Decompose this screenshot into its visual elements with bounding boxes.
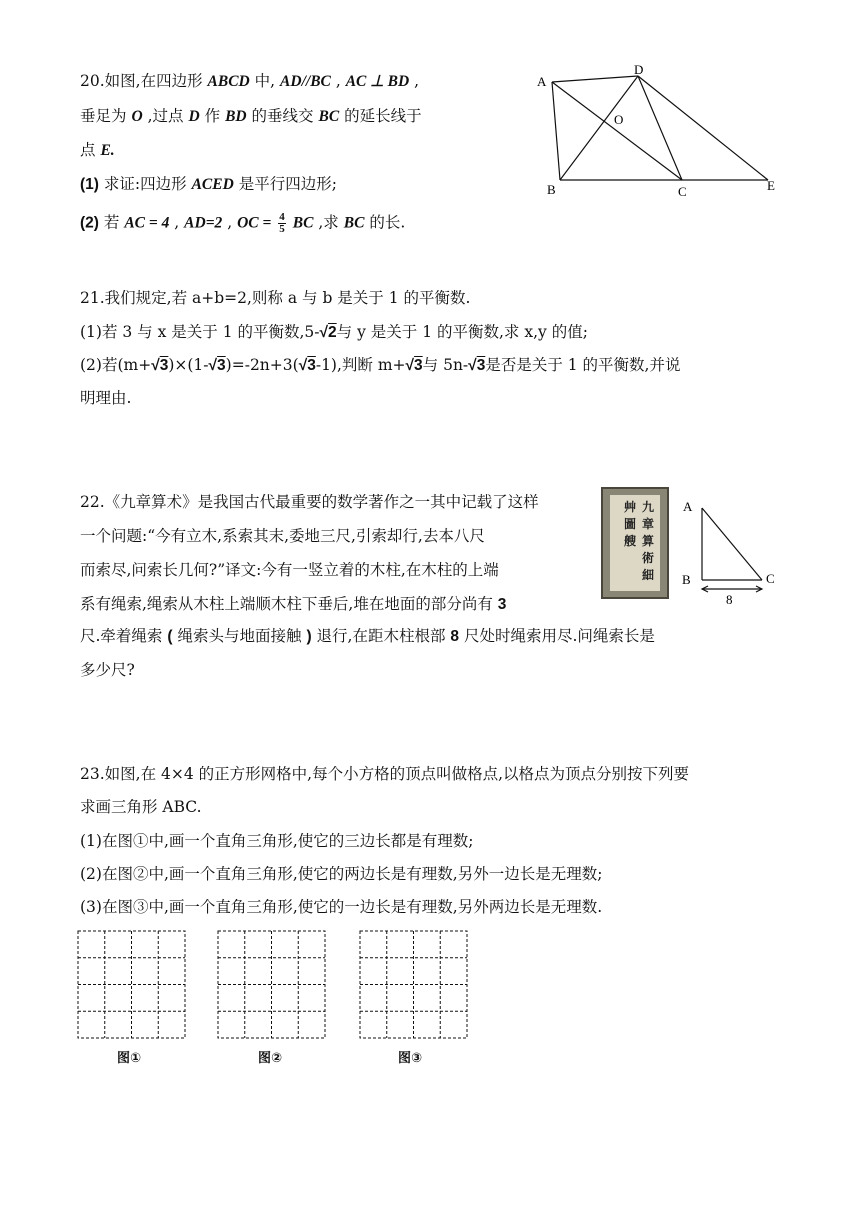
sqrt-3: √3 (405, 357, 423, 374)
segment-ad (552, 76, 638, 82)
length-label: 8 (726, 592, 733, 607)
q22-line-3: 而索尽,问索长几何?”译文:今有一竖立着的木柱,在木柱的上端 (80, 561, 499, 579)
label-b: B (682, 572, 691, 587)
sqrt-3: √3 (151, 357, 169, 374)
label-o: O (614, 112, 624, 127)
grid-figure-1 (77, 930, 187, 1040)
book-title-col1: 九章算術細 (642, 500, 655, 582)
q22-line-5: 尺.牵着绳索 ( 绳索头与地面接触 ) 退行,在距木柱根部 8 尺处时绳索用尽.问绳索长是 (80, 627, 655, 645)
q21-line-1: 21.我们规定,若 a+b=2,则称 a 与 b 是关于 1 的平衡数. (80, 289, 471, 307)
q20-line-3: 点 E. (80, 141, 115, 159)
segment-ab (552, 82, 560, 180)
q21-line-3: (2)若(m+√3)×(1-√3)=-2n+3(√3-1),判断 m+√3与 5n-√3是否是关于 1 的平衡数,并说 (80, 356, 681, 374)
q20-line-1: 20.如图,在四边形 ABCD 中, AD//BC , AC ⊥ BD , (80, 72, 420, 90)
q21-line-4: 明理由. (80, 389, 132, 407)
q22-line-2: 一个问题:“今有立木,系索其末,委地三尺,引索却行,去本八尺 (80, 527, 485, 545)
label-b: B (547, 182, 556, 197)
q23-line-5: (3)在图③中,画一个直角三角形,使它的一边长是有理数,另外两边长是无理数. (80, 898, 603, 916)
q23-line-3: (1)在图①中,画一个直角三角形,使它的三边长都是有理数; (80, 832, 474, 850)
grid-label-3: 图③ (398, 1051, 423, 1066)
sqrt-3: √3 (468, 357, 486, 374)
q23-line-2: 求画三角形 ABC. (80, 798, 202, 816)
q20-quadrilateral-figure (530, 62, 790, 202)
book-cover-image (601, 487, 669, 599)
label-c: C (678, 184, 687, 199)
label-e: E (767, 178, 775, 193)
label-a: A (537, 74, 547, 89)
sqrt-2: √2 (319, 324, 337, 341)
q20-part-1: (1) 求证:四边形 ACED 是平行四边形; (80, 175, 337, 193)
label-a: A (683, 499, 693, 514)
q20-part-2: (2) 若 AC = 4 , AD=2 , OC = $\frac{4}{5}$ BC ,求 BC 的长. (80, 211, 406, 235)
q23-line-1: 23.如图,在 4×4 的正方形网格中,每个小方格的顶点叫做格点,以格点为顶点分别按下列要 (80, 765, 689, 783)
q22-line-1: 22.《九章算术》是我国古代最重要的数学著作之一其中记载了这样 (80, 493, 539, 511)
label-d: D (634, 62, 644, 77)
q22-line-6: 多少尺? (80, 661, 135, 679)
q20-line-2: 垂足为 O ,过点 D 作 BD 的垂线交 BC 的延长线于 (80, 107, 422, 125)
segment-dc (638, 76, 682, 180)
sqrt-3: √3 (298, 357, 316, 374)
q23-line-4: (2)在图②中,画一个直角三角形,使它的两边长是有理数,另外一边长是无理数; (80, 865, 603, 883)
label-c: C (766, 571, 775, 586)
book-title-col2: 艸圖艘 (624, 500, 637, 548)
segment-de (638, 76, 768, 180)
grid-label-1: 图① (117, 1051, 142, 1066)
fraction-four-fifths: $\frac{4}{5}$ (279, 211, 285, 235)
segment-ac (702, 508, 762, 580)
grid-figure-2 (217, 930, 327, 1040)
q21-line-2: (1)若 3 与 x 是关于 1 的平衡数,5-√2与 y 是关于 1 的平衡数,求 x,y 的值; (80, 323, 588, 341)
sqrt-3: √3 (208, 357, 226, 374)
q22-line-4: 系有绳索,绳索从木柱上端顺木柱下垂后,堆在地面的部分尚有 3 (80, 595, 507, 613)
grid-figure-3 (359, 930, 469, 1040)
q22-triangle-figure (678, 494, 788, 610)
segment-bd (560, 76, 638, 180)
grid-label-2: 图② (258, 1051, 283, 1066)
